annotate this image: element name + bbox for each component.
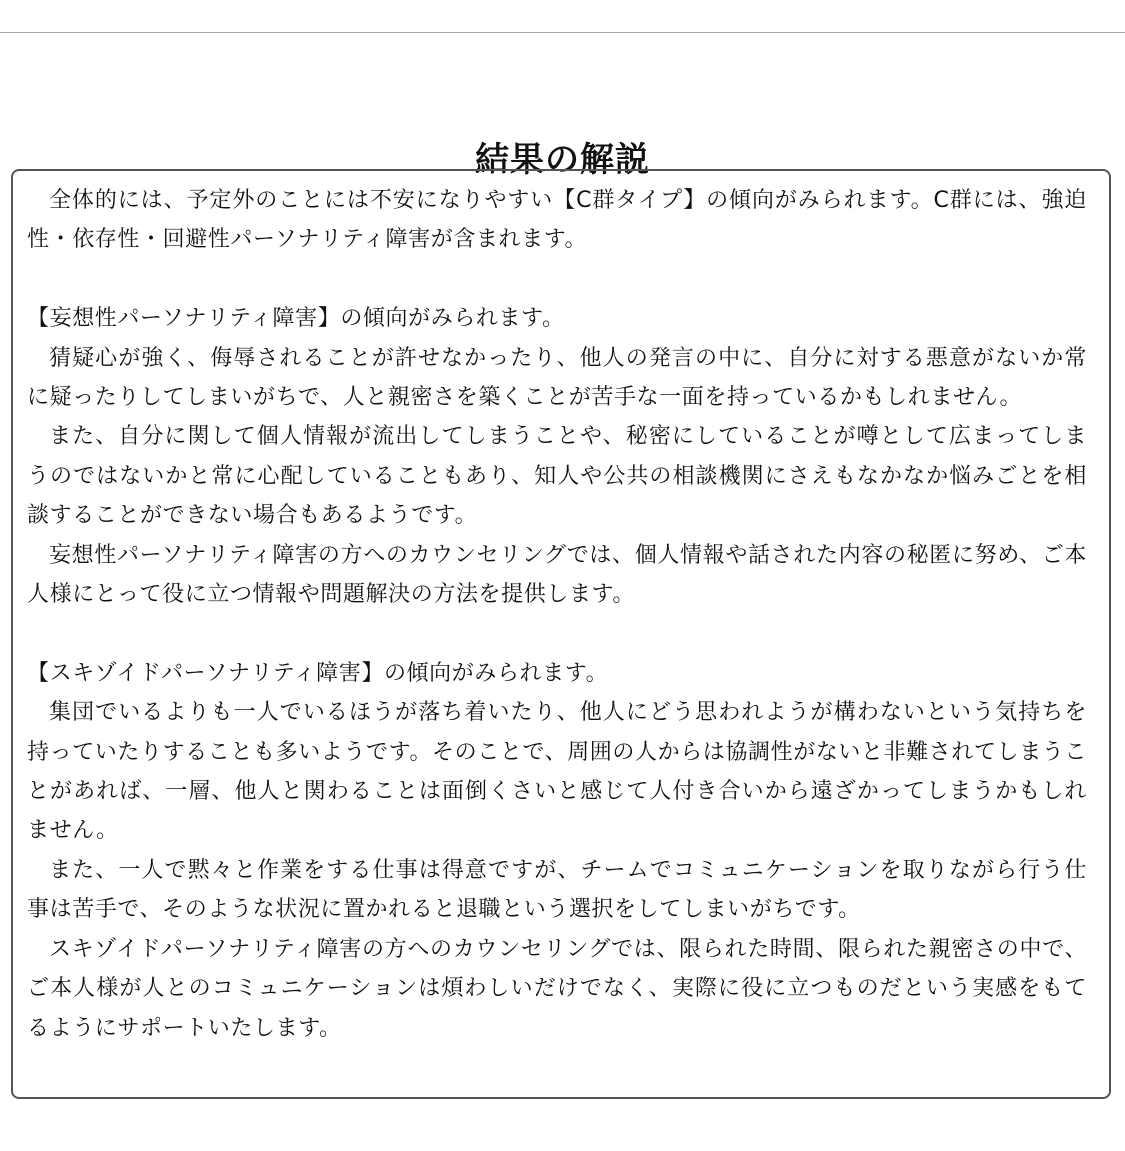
schizoid-paragraph-1: 集団でいるよりも一人でいるほうが落ち着いたり、他人にどう思われようが構わないという気持ちを持っていたりすることも多いようです。そのことで、周囲の人からは協調性がないと非難されてしまうことがあれば、一層、他人と関わることは面倒くさいと感じて人付き合いから遠ざかってしまうかもしれません。 (27, 700, 1088, 844)
top-divider (0, 32, 1125, 33)
summary-paragraph: 全体的には、予定外のことには不安になりやすい【C群タイプ】の傾向がみられます。C群には、強迫性・依存性・回避性パーソナリティ障害が含まれます。 (27, 188, 1087, 253)
spacer (27, 614, 1087, 653)
paranoid-paragraph-1: 猜疑心が強く、侮辱されることが許せなかったり、他人の発言の中に、自分に対する悪意がないか常に疑ったりしてしまいがちで、人と親密さを築くことが苦手な一面を持っているかもしれません。 (27, 345, 1087, 411)
section-heading-paranoid: 【妄想性パーソナリティ障害】の傾向がみられます。 (27, 306, 565, 332)
page-title: 結果の解説 (475, 139, 650, 180)
schizoid-paragraph-3: スキゾイドパーソナリティ障害の方へのカウンセリングでは、限られた時間、限られた親密さの中で、ご本人様が人とのコミュニケーションは煩わしいだけでなく、実際に役に立つものだという実感をもてるようにサポートいたします。 (27, 936, 1087, 1041)
paranoid-paragraph-2: また、自分に関して個人情報が流出してしまうことや、秘密にしていることが噂として広まってしまうのではないかと常に心配していることもあり、知人や公共の相談機関にさえもなかなか悩みごとを相談することができない場合もあるようです。 (27, 424, 1087, 529)
paranoid-paragraph-3: 妄想性パーソナリティ障害の方へのカウンセリングでは、個人情報や話された内容の秘匿に努め、ご本人様にとって役に立つ情報や問題解決の方法を提供します。 (27, 542, 1088, 608)
spacer (27, 260, 1087, 299)
result-explanation-box (11, 169, 1111, 1099)
schizoid-paragraph-2: また、一人で黙々と作業をする仕事は得意ですが、チームでコミュニケーションを取りながら行う仕事は苦手で、そのような状況に置かれると退職という選択をしてしまいがちです。 (27, 857, 1087, 923)
section-heading-schizoid: 【スキゾイドパーソナリティ障害】の傾向がみられます。 (27, 660, 609, 686)
